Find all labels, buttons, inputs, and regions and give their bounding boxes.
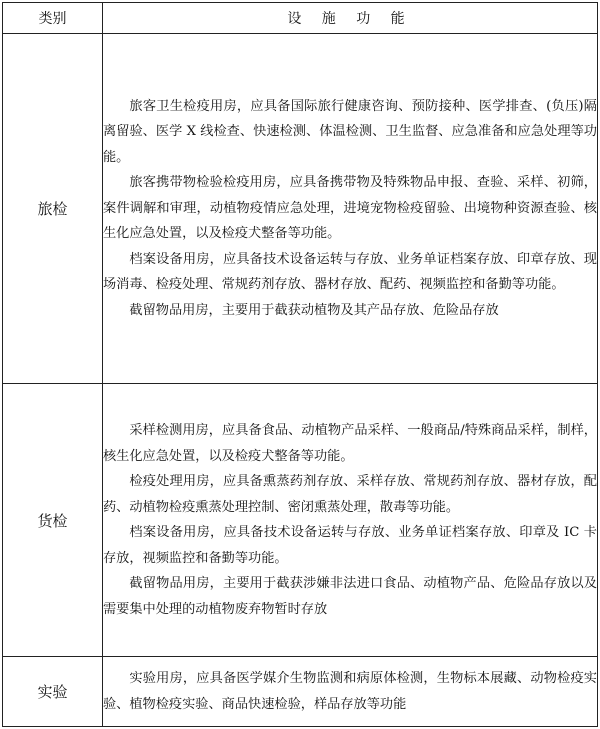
table-header-row bbox=[3, 3, 598, 34]
header-category: 类别 bbox=[3, 3, 103, 34]
function-paragraph: 检疫处理用房，应具备熏蒸药剂存放、采样存放、常规药剂存放、器材存放，配药、动植物检疫熏蒸处理控制、密闭熏蒸处理，散毒等功能。 bbox=[103, 474, 597, 515]
function-paragraph: 旅客卫生检疫用房，应具备国际旅行健康咨询、预防接种、医学排查、(负压)隔离留验、医学 X 线检查、快速检测、体温检测、卫生监督、应急准备和应急处理等功能。 bbox=[103, 98, 597, 165]
header-function-label: 设 施 功 能 bbox=[287, 11, 413, 27]
function-paragraph: 截留物品用房，主要用于截获动植物及其产品存放、危险品存放 bbox=[129, 302, 499, 318]
function-paragraph: 档案设备用房，应具备技术设备运转与存放、业务单证档案存放、印章及 IC 卡存放，视频监控和备勤等功能。 bbox=[103, 525, 597, 566]
category-cell: 旅检 bbox=[3, 34, 103, 384]
table-row-travel-inspection bbox=[3, 34, 598, 384]
function-paragraph: 档案设备用房，应具备技术设备运转与存放、业务单证档案存放、印章存放、现场消毒、检疫处理、常规药剂存放、器材存放、配药、视频监控和备勤等功能。 bbox=[103, 251, 597, 293]
function-cell bbox=[103, 384, 598, 657]
function-cell bbox=[103, 34, 598, 384]
function-cell bbox=[103, 657, 598, 727]
category-cell: 货检 bbox=[3, 384, 103, 657]
function-paragraph: 实验用房，应具备医学媒介生物监测和病原体检测，生物标本展藏、动物检疫实验、植物检疫实验、商品快速检验，样品存放等功能 bbox=[103, 671, 597, 712]
table-row-cargo-inspection bbox=[3, 384, 598, 657]
header-function bbox=[103, 3, 598, 34]
function-paragraph: 旅客携带物检验检疫用房，应具备携带物及特殊物品申报、查验、采样、初筛，案件调解和审理，动植物疫情应急处理，进境宠物检疫留验、出境物种资源查验、核生化应急处置，以及检疫犬整备等功能。 bbox=[103, 175, 597, 242]
function-paragraph: 采样检测用房，应具备食品、动植物产品采样、一般商品/特殊商品采样，制样，核生化应急处置，以及检疫犬整备等功能。 bbox=[103, 423, 597, 464]
facility-function-table bbox=[2, 2, 598, 727]
function-paragraph: 截留物品用房，主要用于截获涉嫌非法进口食品、动植物产品、危险品存放以及需要集中处理的动植物废弃物暂时存放 bbox=[103, 576, 597, 617]
table-row-laboratory bbox=[3, 657, 598, 727]
category-cell: 实验 bbox=[3, 657, 103, 727]
